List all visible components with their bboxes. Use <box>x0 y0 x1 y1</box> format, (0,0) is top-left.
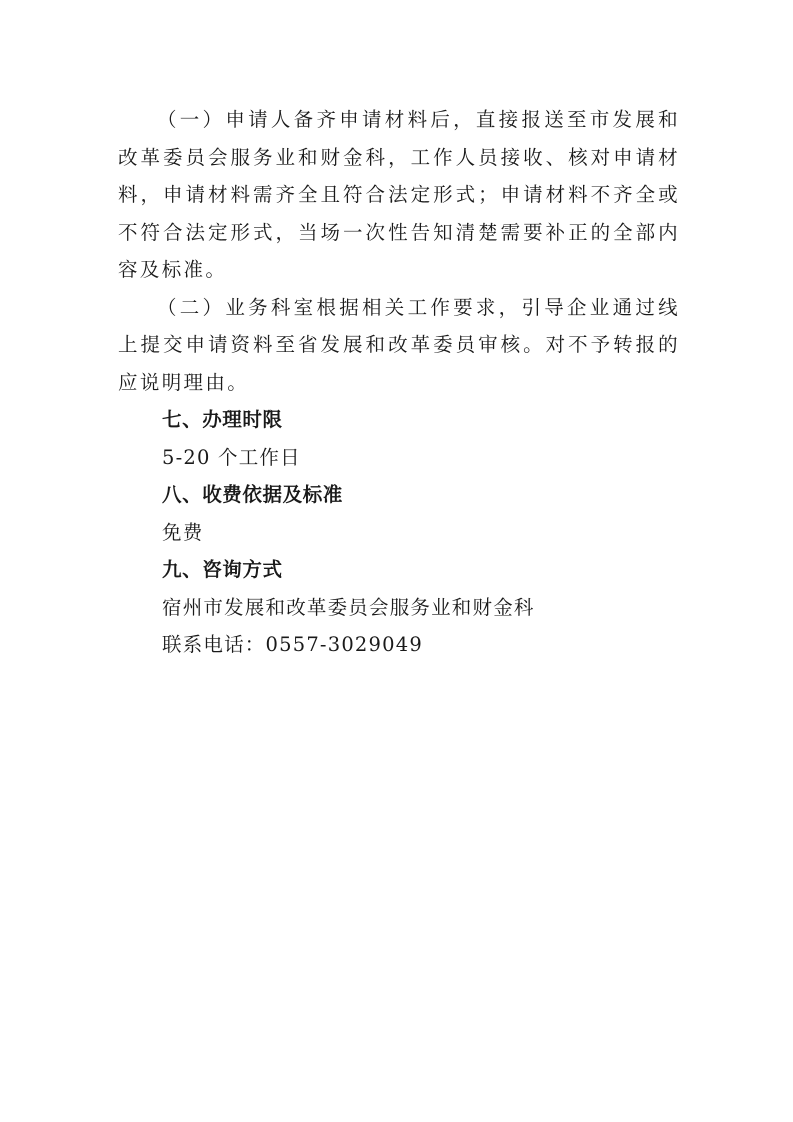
fees-value: 免费 <box>162 520 204 544</box>
processing-time-value: 5-20 个工作日 <box>162 445 301 469</box>
section-heading-consultation: 九、咨询方式 <box>162 558 283 581</box>
section-heading-processing-time: 七、办理时限 <box>162 408 283 431</box>
consultation-department: 宿州市发展和改革委员会服务业和财金科 <box>162 595 535 619</box>
paragraph-step-one: （一）申请人备齐申请材料后，直接报送至市发展和改革委员会服务业和财金科，工作人员接收、核对申请材料，申请材料需齐全且符合法定形式；申请材料不齐全或不符合法定形式，当场一次性告知清楚需要补正的全部内容及标准。 <box>118 108 680 281</box>
document-body <box>118 101 680 664</box>
section-heading-fees: 八、收费依据及标准 <box>162 483 343 506</box>
consultation-phone: 联系电话：0557-3029049 <box>162 633 423 656</box>
paragraph-step-two: （二）业务科室根据相关工作要求，引导企业通过线上提交申请资料至省发展和改革委员审核。对不予转报的应说明理由。 <box>118 295 680 394</box>
